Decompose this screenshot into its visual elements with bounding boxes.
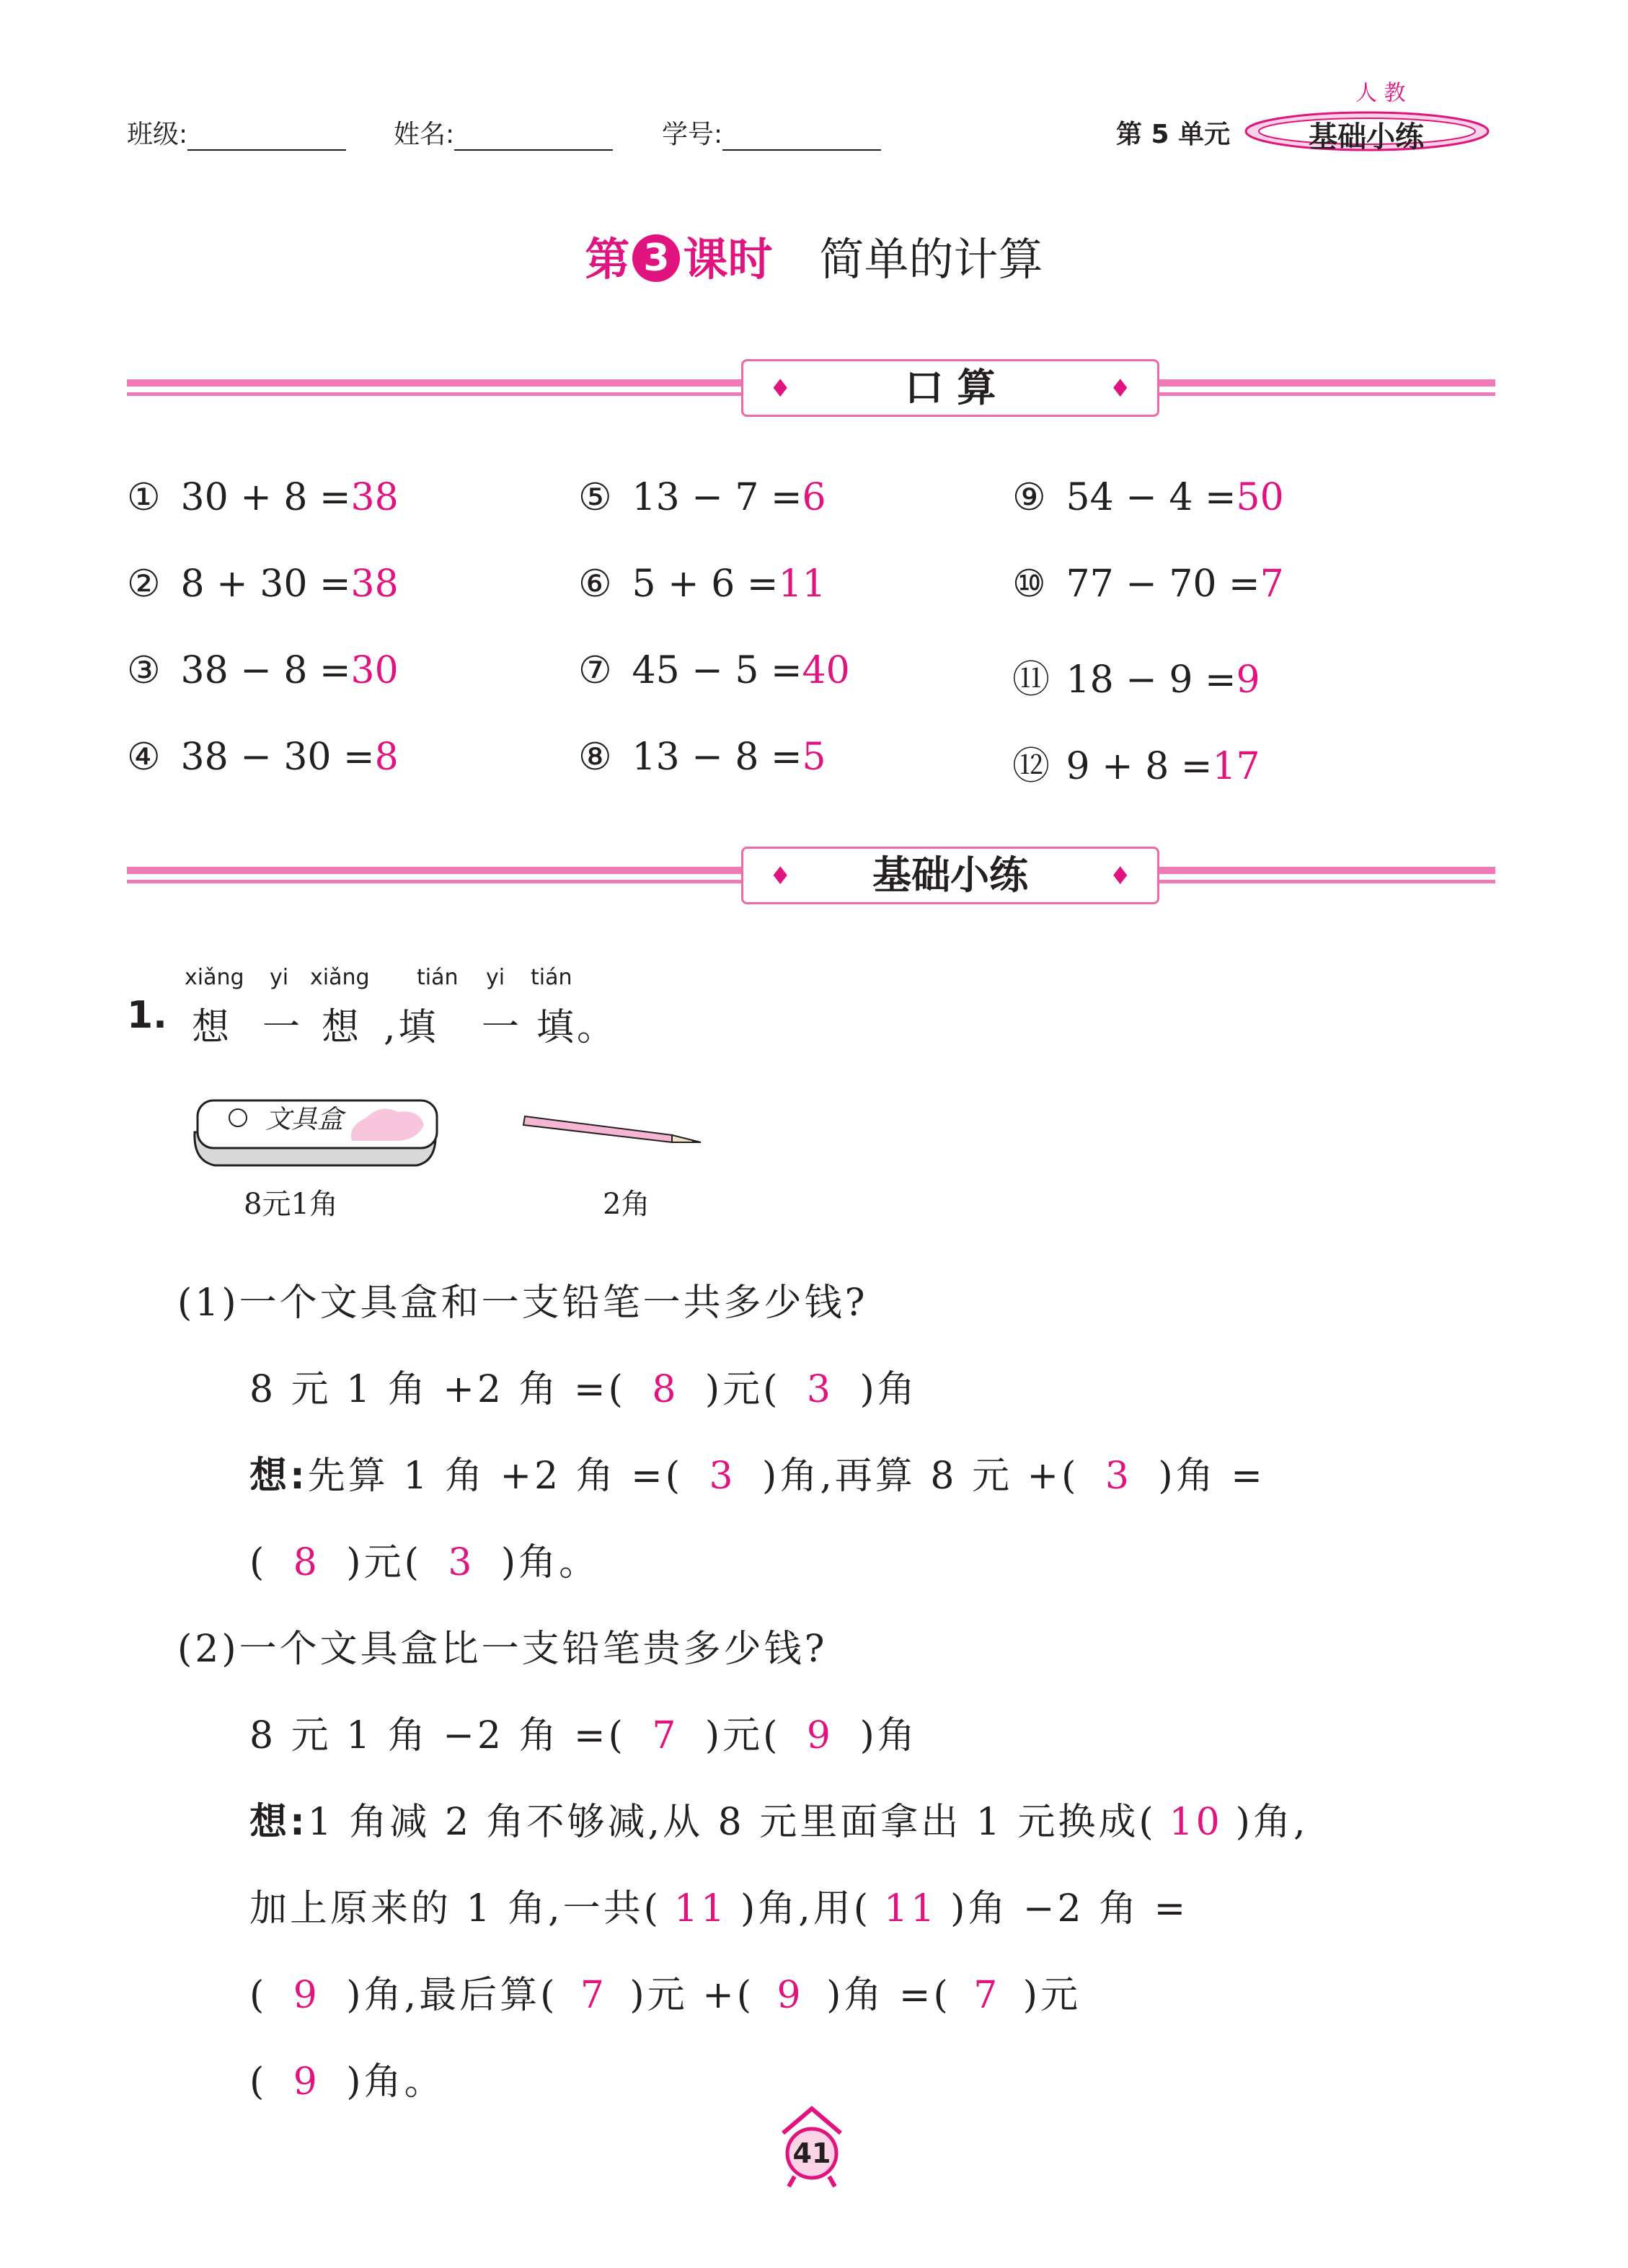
question-number: 1.: [127, 994, 167, 1037]
answer-blank: 9: [806, 1714, 833, 1757]
mental-item-11: ⑪ 18 − 9 =9: [1012, 658, 1260, 702]
mental-answer: 38: [350, 562, 399, 606]
mental-item-6: ⑥ 5 + 6 =11: [578, 562, 826, 606]
diamond-icon: ♦: [769, 862, 792, 891]
mental-answer: 6: [802, 476, 826, 519]
mental-question: 38 − 30 =: [180, 736, 375, 779]
mental-question: 9 + 8 =: [1066, 745, 1213, 788]
mental-question: 38 − 8 =: [180, 649, 351, 692]
title-suffix: 课时: [683, 233, 773, 286]
mental-answer: 11: [778, 562, 826, 606]
title-prefix: 第: [585, 233, 630, 286]
mental-item-9: ⑨ 54 − 4 =50: [1012, 476, 1284, 519]
unit-label: 第 5 单元: [1116, 120, 1231, 149]
pinyin: yi: [270, 965, 289, 990]
mental-item-12: ⑫ 9 + 8 =17: [1012, 745, 1260, 788]
class-blank[interactable]: [187, 125, 346, 151]
mental-item-10: ⑩ 77 − 70 =7: [1012, 562, 1284, 606]
page-number-badge: [776, 2104, 848, 2191]
mental-question: 30 + 8 =: [180, 476, 351, 519]
pinyin: yi: [486, 965, 505, 990]
student-id-field: [662, 114, 881, 151]
mental-question: 5 + 6 =: [632, 562, 779, 606]
name-blank[interactable]: [454, 125, 613, 151]
lesson-topic: 简单的计算: [819, 233, 1043, 286]
diamond-icon: ♦: [1109, 862, 1131, 891]
series-main: 基础小练: [1309, 120, 1424, 154]
think-label: 想:: [249, 1801, 308, 1844]
mental-item-1: ① 30 + 8 =38: [127, 476, 399, 519]
section-title-basic: 基础小练: [872, 852, 1028, 898]
hanzi: 想: [192, 1006, 233, 1049]
part2-equation: 8 元 1 角 −2 角 =( 7 )元( 9 )角: [249, 1714, 918, 1757]
section-band-basic: [127, 852, 1495, 898]
part2-think-line2: 加上原来的 1 角,一共( 11 )角,用( 11 )角 −2 角 =: [249, 1887, 1189, 1931]
part1-result: ( 8 )元( 3 )角。: [249, 1541, 600, 1584]
mental-answer: 17: [1212, 745, 1260, 788]
mental-item-2: ② 8 + 30 =38: [127, 562, 399, 606]
section-label-oral: [741, 359, 1159, 417]
pencil-price: 2角: [603, 1188, 650, 1221]
mental-question: 45 − 5 =: [632, 649, 802, 692]
part1-equation: 8 元 1 角 +2 角 =( 8 )元( 3 )角: [249, 1368, 918, 1411]
series-top: 人 教: [1355, 81, 1406, 106]
answer-blank: 3: [448, 1541, 475, 1584]
diamond-icon: ♦: [769, 374, 792, 403]
mental-question: 8 + 30 =: [180, 562, 351, 606]
answer-blank: 9: [293, 1974, 320, 2017]
student-id-label: 学号:: [662, 120, 723, 149]
pencil-illustration: [519, 1111, 707, 1147]
mental-answer: 50: [1236, 476, 1284, 519]
class-label: 班级:: [127, 120, 188, 149]
part2-question: (2)一个文具盒比一支铅笔贵多少钱?: [177, 1628, 828, 1671]
answer-blank: 3: [1105, 1455, 1132, 1498]
part1-think: 想:先算 1 角 +2 角 =( 3 )角,再算 8 元 +( 3 )角 =: [249, 1455, 1265, 1498]
mental-answer: 7: [1260, 562, 1284, 606]
pinyin: xiǎng: [185, 965, 244, 990]
part2-think-line3: ( 9 )角,最后算( 7 )元 +( 9 )角 =( 7 )元: [249, 1974, 1081, 2017]
mental-answer: 38: [350, 476, 399, 519]
mental-answer: 40: [802, 649, 850, 692]
mental-answer: 30: [350, 649, 399, 692]
section-band-oral: [127, 365, 1495, 410]
part2-think-line4: ( 9 )角。: [249, 2060, 445, 2104]
mental-answer: 9: [1236, 658, 1260, 702]
answer-blank: 9: [777, 1974, 804, 2017]
section-label-basic: [741, 847, 1159, 904]
mental-item-8: ⑧ 13 − 8 =5: [578, 736, 826, 779]
mental-answer: 8: [374, 736, 399, 779]
class-field: [127, 114, 346, 151]
pinyin: tián: [531, 965, 572, 990]
name-label: 姓名:: [394, 120, 455, 149]
part1-question: (1)一个文具盒和一支铅笔一共多少钱?: [177, 1281, 868, 1325]
hanzi: 一: [482, 1006, 523, 1049]
answer-blank: 7: [973, 1974, 1001, 2017]
mental-answer: 5: [802, 736, 826, 779]
mental-question: 18 − 9 =: [1066, 658, 1237, 702]
answer-blank: 8: [293, 1541, 320, 1584]
lesson-number-badge: 3: [632, 234, 680, 282]
pencil-box-price: 8元1角: [244, 1188, 338, 1221]
pencil-box-illustration: [186, 1089, 447, 1175]
answer-blank: 10: [1169, 1801, 1223, 1844]
mental-question: 77 − 70 =: [1066, 562, 1260, 606]
mental-item-3: ③ 38 − 8 =30: [127, 649, 399, 692]
mental-question: 54 − 4 =: [1066, 476, 1237, 519]
hanzi: 想: [322, 1006, 363, 1049]
hanzi: 一: [262, 1006, 304, 1049]
pencil-icon: [519, 1111, 707, 1147]
section-title-oral: 口 算: [904, 365, 996, 410]
mental-question: 13 − 7 =: [632, 476, 802, 519]
pencil-box-label: 文具盒: [265, 1105, 344, 1134]
page-number: 41: [792, 2137, 831, 2169]
mental-item-4: ④ 38 − 30 =8: [127, 736, 399, 779]
answer-blank: 11: [673, 1887, 728, 1931]
series-badge: [1240, 81, 1492, 156]
answer-blank: 7: [580, 1974, 607, 2017]
answer-blank: 3: [709, 1455, 736, 1498]
answer-blank: 8: [652, 1368, 679, 1411]
pinyin: tián: [417, 965, 459, 990]
answer-blank: 7: [652, 1714, 679, 1757]
student-id-blank[interactable]: [722, 125, 881, 151]
mental-item-7: ⑦ 45 − 5 =40: [578, 649, 850, 692]
diamond-icon: ♦: [1109, 374, 1131, 403]
answer-blank: 9: [293, 2060, 320, 2104]
answer-blank: 11: [883, 1887, 938, 1931]
hanzi: ,填: [384, 1006, 439, 1049]
mental-item-5: ⑤ 13 − 7 =6: [578, 476, 826, 519]
answer-blank: 3: [806, 1368, 833, 1411]
name-field: [394, 114, 613, 151]
think-label: 想:: [249, 1455, 308, 1498]
hanzi: 填。: [536, 1006, 618, 1049]
part2-think: 想:1 角减 2 角不够减,从 8 元里面拿出 1 元换成( 10 )角,: [249, 1801, 1309, 1844]
mental-question: 13 − 8 =: [632, 736, 802, 779]
lesson-title: [0, 224, 1628, 288]
pinyin: xiǎng: [310, 965, 370, 990]
